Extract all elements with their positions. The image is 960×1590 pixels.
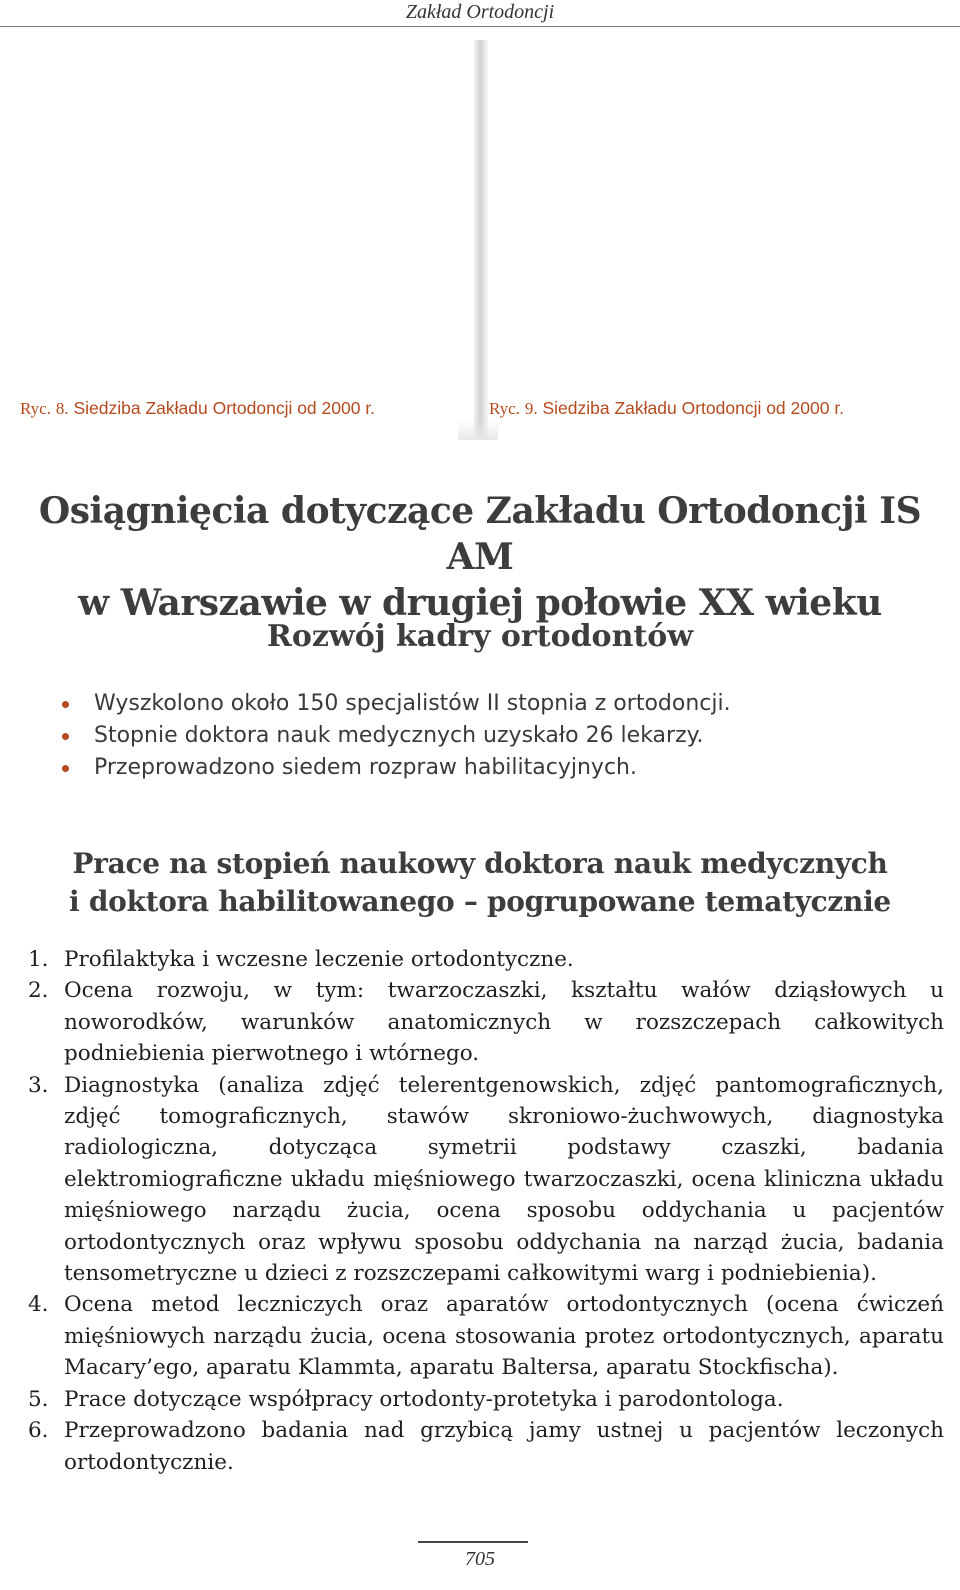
list-item-text: Prace dotyczące współpracy ortodonty-protetyka i parodontologa.: [64, 1386, 784, 1412]
caption-prefix: Ryc.: [20, 399, 51, 418]
caption-number: 9.: [524, 399, 538, 418]
bullet-icon: [62, 733, 69, 740]
bullet-icon: [62, 701, 69, 708]
list-item: [28, 1070, 944, 1290]
figure-divider-shadow: [458, 420, 498, 440]
page-number: 705: [465, 1548, 495, 1570]
main-title-line-2: w Warszawie w drugiej połowie XX wieku: [78, 582, 882, 624]
list-item: [28, 1289, 944, 1383]
bullet-icon: [62, 765, 69, 772]
main-title-line-1: Osiągnięcia dotyczące Zakładu Ortodoncji IS AM: [38, 490, 922, 578]
figure-area: [0, 40, 960, 440]
figure-divider: [474, 40, 488, 440]
section-title-theses: [0, 845, 960, 921]
main-title: [0, 488, 960, 626]
list-number: 6.: [28, 1418, 49, 1444]
list-item: [28, 1384, 944, 1415]
section-title-line-2: i doktora habilitowanego – pogrupowane tematycznie: [69, 885, 891, 918]
caption-number: 8.: [55, 399, 69, 418]
section-title-line-1: Prace na stopień naukowy doktora nauk medycznych: [72, 847, 888, 880]
list-item-text: Profilaktyka i wczesne leczenie ortodontyczne.: [64, 947, 574, 972]
list-item: [60, 720, 940, 752]
theses-numbered-list: [28, 944, 944, 1478]
caption-prefix: Ryc.: [489, 399, 520, 418]
caption-text: Siedziba Zakładu Ortodoncji od 2000 r.: [73, 398, 376, 418]
list-number: 3.: [28, 1072, 49, 1098]
list-item-text: Stopnie doktora nauk medycznych uzyskało 26 lekarzy.: [94, 723, 704, 748]
list-item: [60, 688, 940, 720]
figure-caption-8: [20, 398, 375, 419]
list-item: [28, 944, 944, 975]
list-item-text: Ocena metod leczniczych oraz aparatów ortodontycznych (ocena ćwiczeń mięśniowych narządu żucia, ocena stosowania protez ortodontycznych, aparatu Macary’ego, aparatu Klammta, aparatu Baltersa, aparatu Stockfischa).: [64, 1292, 944, 1381]
list-number: 5.: [28, 1386, 49, 1412]
list-number: 1.: [28, 947, 49, 972]
list-item-text: Diagnostyka (analiza zdjęć telerentgenowskich, zdjęć pantomograficznych, zdjęć tomograficznych, stawów skroniowo-żuchwowych, diagnostyka radiologiczna, dotycząca symetrii podstawy czaszki, badania elektromiograficzne układu mięśniowego twarzoczaszki, ocena kliniczna układu mięśniowego narządu żucia, ocena sposobu oddychania u pacjentów ortodontycznych oraz wpływu sposobu oddychania na narząd żucia, badania tensometryczne u dzieci z rozszczepami całkowitymi warg i podniebienia).: [64, 1072, 944, 1287]
list-item-text: Przeprowadzono siedem rozpraw habilitacyjnych.: [94, 755, 637, 780]
list-item: [60, 752, 940, 784]
list-item-text: Wyszkolono około 150 specjalistów II stopnia z ortodoncji.: [94, 691, 731, 716]
list-item-text: Przeprowadzono badania nad grzybicą jamy ustnej u pacjentów leczonych ortodontycznie.: [64, 1418, 944, 1475]
list-item: [28, 975, 944, 1069]
caption-text: Siedziba Zakładu Ortodoncji od 2000 r.: [542, 398, 845, 418]
figure-caption-9: [489, 398, 844, 419]
list-number: 4.: [28, 1292, 49, 1318]
list-item: [28, 1415, 944, 1478]
page-number-rule: [418, 1541, 528, 1543]
section-title-staff: Rozwój kadry ortodontów: [266, 619, 694, 654]
list-number: 2.: [28, 978, 49, 1004]
running-head: [0, 0, 960, 27]
list-item-text: Ocena rozwoju, w tym: twarzoczaszki, kształtu wałów dziąsłowych u noworodków, warunków anatomicznych w rozszczepach całkowitych podniebienia pierwotnego i wtórnego.: [64, 978, 944, 1067]
staff-bullet-list: [60, 688, 940, 784]
running-head-text: Zakład Ortodoncji: [405, 1, 555, 23]
